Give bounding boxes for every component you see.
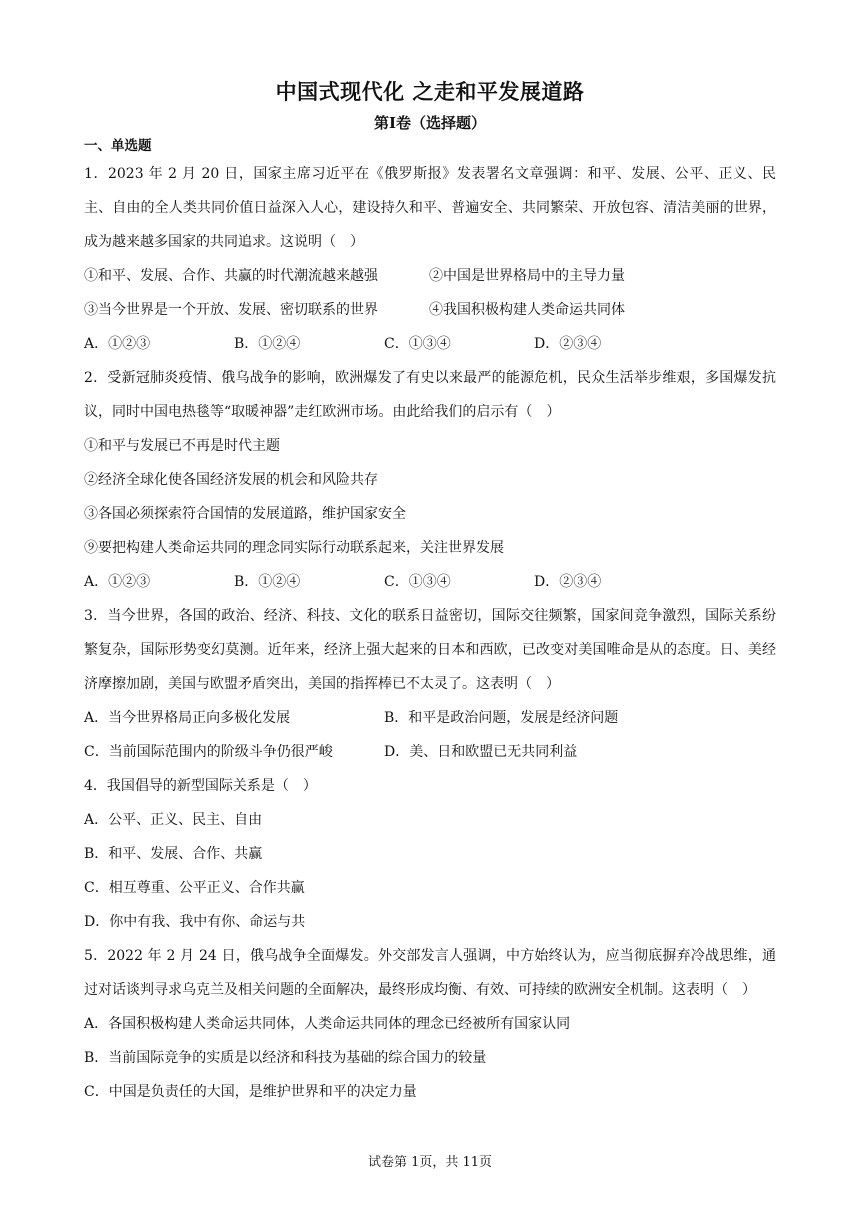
statement: ①和平、发展、合作、共赢的时代潮流越来越强 [84,268,378,284]
option-d[interactable]: D．美、日和欧盟已无共同利益 [384,744,578,760]
page-title: 中国式现代化 之走和平发展道路 [275,79,585,104]
question-stem: 1．2023 年 2 月 20 日，国家主席习近平在《俄罗斯报》发表署名文章强调：和平、发展、公平、正义、民主、自由的全人类共同价值日益深入人心，建设持久和平、普遍安全、共同繁荣、开放包容、清洁美丽的世界，成为越来越多国家的共同追求。这说明（ ） [84,166,776,250]
option-a[interactable]: A．各国积极构建人类命运共同体，人类命运共同体的理念已经被所有国家认同 [84,1016,571,1032]
statement: ⑨要把构建人类命运共同的理念同实际行动联系起来，关注世界发展 [84,540,504,556]
answer-options [84,327,776,361]
option-b[interactable]: B．和平、发展、合作、共赢 [84,846,263,862]
page-footer: 试卷第 1页，共 11页 [367,1155,493,1170]
option-d[interactable]: D．②③④ [534,336,602,352]
answer-options [84,565,776,599]
option-a[interactable]: A．当今世界格局正向多极化发展 [84,710,291,726]
question-stem: 4．我国倡导的新型国际关系是（ ） [84,778,317,794]
question-stem: 2．受新冠肺炎疫情、俄乌战争的影响，欧洲爆发了有史以来最严的能源危机，民众生活举步维艰，多国爆发抗议，同时中国电热毯等“取暖神器”走红欧洲市场。由此给我们的启示有（ ） [84,370,776,420]
question-4 [84,769,776,939]
option-a[interactable]: A．公平、正义、民主、自由 [84,812,263,828]
option-a[interactable]: A．①②③ [84,336,151,352]
question-stem: 5．2022 年 2 月 24 日，俄乌战争全面爆发。外交部发言人强调，中方始终认为，应当彻底摒弃冷战思维，通过对话谈判寻求乌克兰及相关问题的全面解决，最终形成均衡、有效、可持续的欧洲安全机制。这表明（ ） [84,948,776,998]
section-heading: 一、单选题 [84,138,152,154]
statement: ②中国是世界格局中的主导力量 [429,268,625,284]
question-3 [84,599,776,769]
statement: ④我国积极构建人类命运共同体 [429,302,625,318]
option-c[interactable]: C．中国是负责任的大国，是维护世界和平的决定力量 [84,1084,417,1100]
question-stem: 3．当今世界，各国的政治、经济、科技、文化的联系日益密切，国际交往频繁，国家间竞争激烈，国际关系纷繁复杂，国际形势变幻莫测。近年来，经济上强大起来的日本和西欧，已改变对美国唯命是从的态度。日、美经济摩擦加剧，美国与欧盟矛盾突出，美国的指挥棒已不太灵了。这表明（ ） [84,608,776,692]
answer-options [84,701,776,735]
volume-heading: 第Ⅰ卷（选择题） [373,114,487,132]
option-b[interactable]: B．当前国际竞争的实质是以经济和科技为基础的综合国力的较量 [84,1050,487,1066]
question-list [84,157,776,1109]
option-c[interactable]: C．①③④ [384,574,451,590]
option-d[interactable]: D．②③④ [534,574,602,590]
statement: ①和平与发展已不再是时代主题 [84,438,280,454]
option-c[interactable]: C．①③④ [384,336,451,352]
option-d[interactable]: D．你中有我、我中有你、命运与共 [84,914,306,930]
option-b[interactable]: B．和平是政治问题，发展是经济问题 [384,710,619,726]
option-c[interactable]: C．相互尊重、公平正义、合作共赢 [84,880,305,896]
question-2 [84,361,776,599]
option-b[interactable]: B．①②④ [234,574,301,590]
option-c[interactable]: C．当前国际范围内的阶级斗争仍很严峻 [84,744,333,760]
option-a[interactable]: A．①②③ [84,574,151,590]
option-b[interactable]: B．①②④ [234,336,301,352]
question-1 [84,157,776,361]
question-5 [84,939,776,1109]
statement-row [84,259,776,293]
statement: ③当今世界是一个开放、发展、密切联系的世界 [84,302,378,318]
statement: ③各国必须探索符合国情的发展道路，维护国家安全 [84,506,406,522]
statement: ②经济全球化使各国经济发展的机会和风险共存 [84,472,378,488]
answer-options [84,735,776,769]
statement-row [84,293,776,327]
